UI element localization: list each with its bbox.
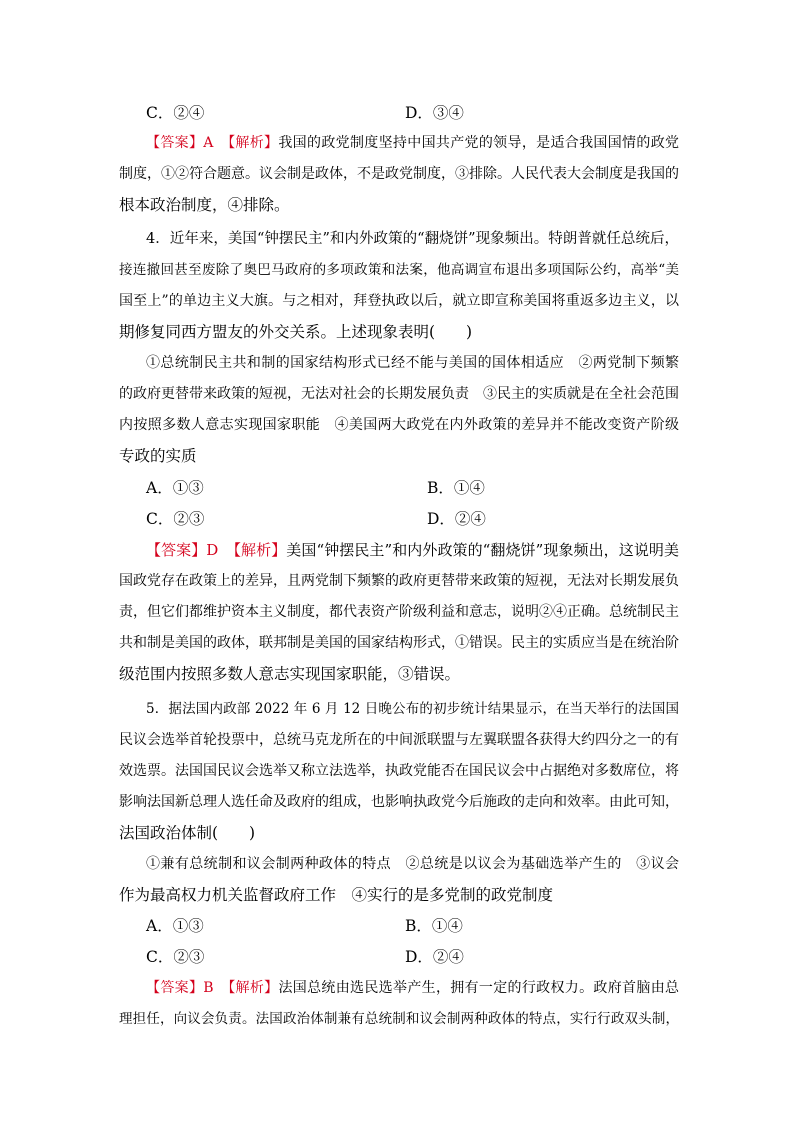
q5-stem-line-2: 民议会选举首轮投票中，总统马克龙所在的中间派联盟与左翼联盟各获得大约四分之一的有 [119,732,679,748]
q4-option-d: D．②④ [427,510,486,528]
q5-statement-line-1: ①兼有总统制和议会制两种政体的特点 ②总统是以议会为基础选举产生的 ③议会 [146,856,679,872]
q5-stem-line-4: 影响法国新总理人选任命及政府的组成，也影响执政党今后施政的走向和效率。由此可知， [119,794,679,810]
q4-statement-line-3: 内按照多数人意志实现国家职能 ④美国两大政党在内外政策的差异并不能改变资产阶级 [119,417,679,433]
q4-statement-line-1: ①总统制民主共和制的国家结构形式已经不能与美国的国体相适应 ②两党制下频繁 [146,355,679,371]
q3-analysis-text: 我国的政党制度坚持中国共产党的领导，是适合我国国情的政党 [278,135,680,151]
q5-analysis-text: 法国总统由选民选举产生，拥有一定的行政权力。政府首脑由总 [278,980,680,996]
q4-stem-line-4: 期修复同西方盟友的外交关系。上述现象表明( ) [119,323,473,341]
q3-analysis-line-2: 制度，①②符合题意。议会制是政体，不是政党制度，③排除。人民代表大会制度是我国的 [119,166,679,182]
q4-stem-line-2: 接连撤回甚至废除了奥巴马政府的多项政策和法案，他高调宣布退出多项国际公约，高举“美 [119,262,679,278]
q4-analysis-text: 美国“钟摆民主”和内外政策的“翻烧饼”现象频出，这说明美 [286,541,679,559]
q4-stem-line-3: 国至上”的单边主义大旗。与之相对，拜登执政以后，就立即宣称美国将重返多边主义，以 [119,293,679,309]
q3-answer-line-1 [146,133,679,153]
q5-stem-line-3: 效选票。法国国民议会选举又称立法选举，执政党能否在国民议会中占据绝对多数席位，将 [119,763,679,779]
q4-option-c: C．②③ [146,510,205,528]
q4-analysis-line-4: 共和制是美国的政体，联邦制是美国的国家结构形式，①错误。民主的实质应当是在统治阶 [119,635,679,651]
q4-answer-line-1 [146,540,679,560]
q4-analysis-line-3: 责，但它们都维护资本主义制度，都代表资产阶级利益和意志，说明②④正确。总统制民主 [119,604,679,620]
q5-stem-line-5: 法国政治体制( ) [119,824,256,842]
q5-option-a: A．①③ [146,917,204,935]
q5-statement-line-2: 作为最高权力机关监督政府工作 ④实行的是多党制的政党制度 [119,886,554,904]
q5-answer-line-1 [146,978,679,998]
q3-analysis-label: 【解析】 [228,135,279,151]
q4-answer-label: 【答案】D [146,541,219,559]
q4-stem-line-1: 4．近年来，美国“钟摆民主”和内外政策的“翻烧饼”现象频出。特朗普就任总统后， [146,231,679,247]
q4-option-b: B．①④ [427,479,485,497]
q4-analysis-line-5: 级范围内按照多数人意志实现国家职能，③错误。 [119,665,461,683]
q3-option-c: C．②④ [146,104,205,122]
q5-analysis-line-2: 理担任，向议会负责。法国政治体制兼有总统制和议会制两种政体的特点，实行行政双头制， [119,1011,679,1027]
q3-option-d: D．③④ [405,104,464,122]
q5-analysis-label: 【解析】 [228,980,279,996]
q3-analysis-line-3: 根本政治制度，④排除。 [119,196,290,214]
q4-analysis-line-2: 国政党存在政策上的差异，且两党制下频繁的政府更替带来政策的短视，无法对长期发展负 [119,573,679,589]
q5-option-b: B．①④ [405,917,463,935]
q5-stem-line-1: 5．据法国内政部 2022 年 6 月 12 日晚公布的初步统计结果显示，在当天举行的法国国 [146,701,679,717]
q5-answer-label: 【答案】B [146,980,214,996]
q4-option-a: A．①③ [146,479,204,497]
q5-option-d: D．②④ [405,948,464,966]
q4-statement-line-2: 的政府更替带来政策的短视，无法对社会的长期发展负责 ③民主的实质就是在全社会范围 [119,386,679,402]
q5-option-c: C．②③ [146,948,205,966]
q3-answer-label: 【答案】A [146,135,214,151]
q4-statement-line-4: 专政的实质 [119,447,197,465]
q4-analysis-label: 【解析】 [233,541,287,559]
